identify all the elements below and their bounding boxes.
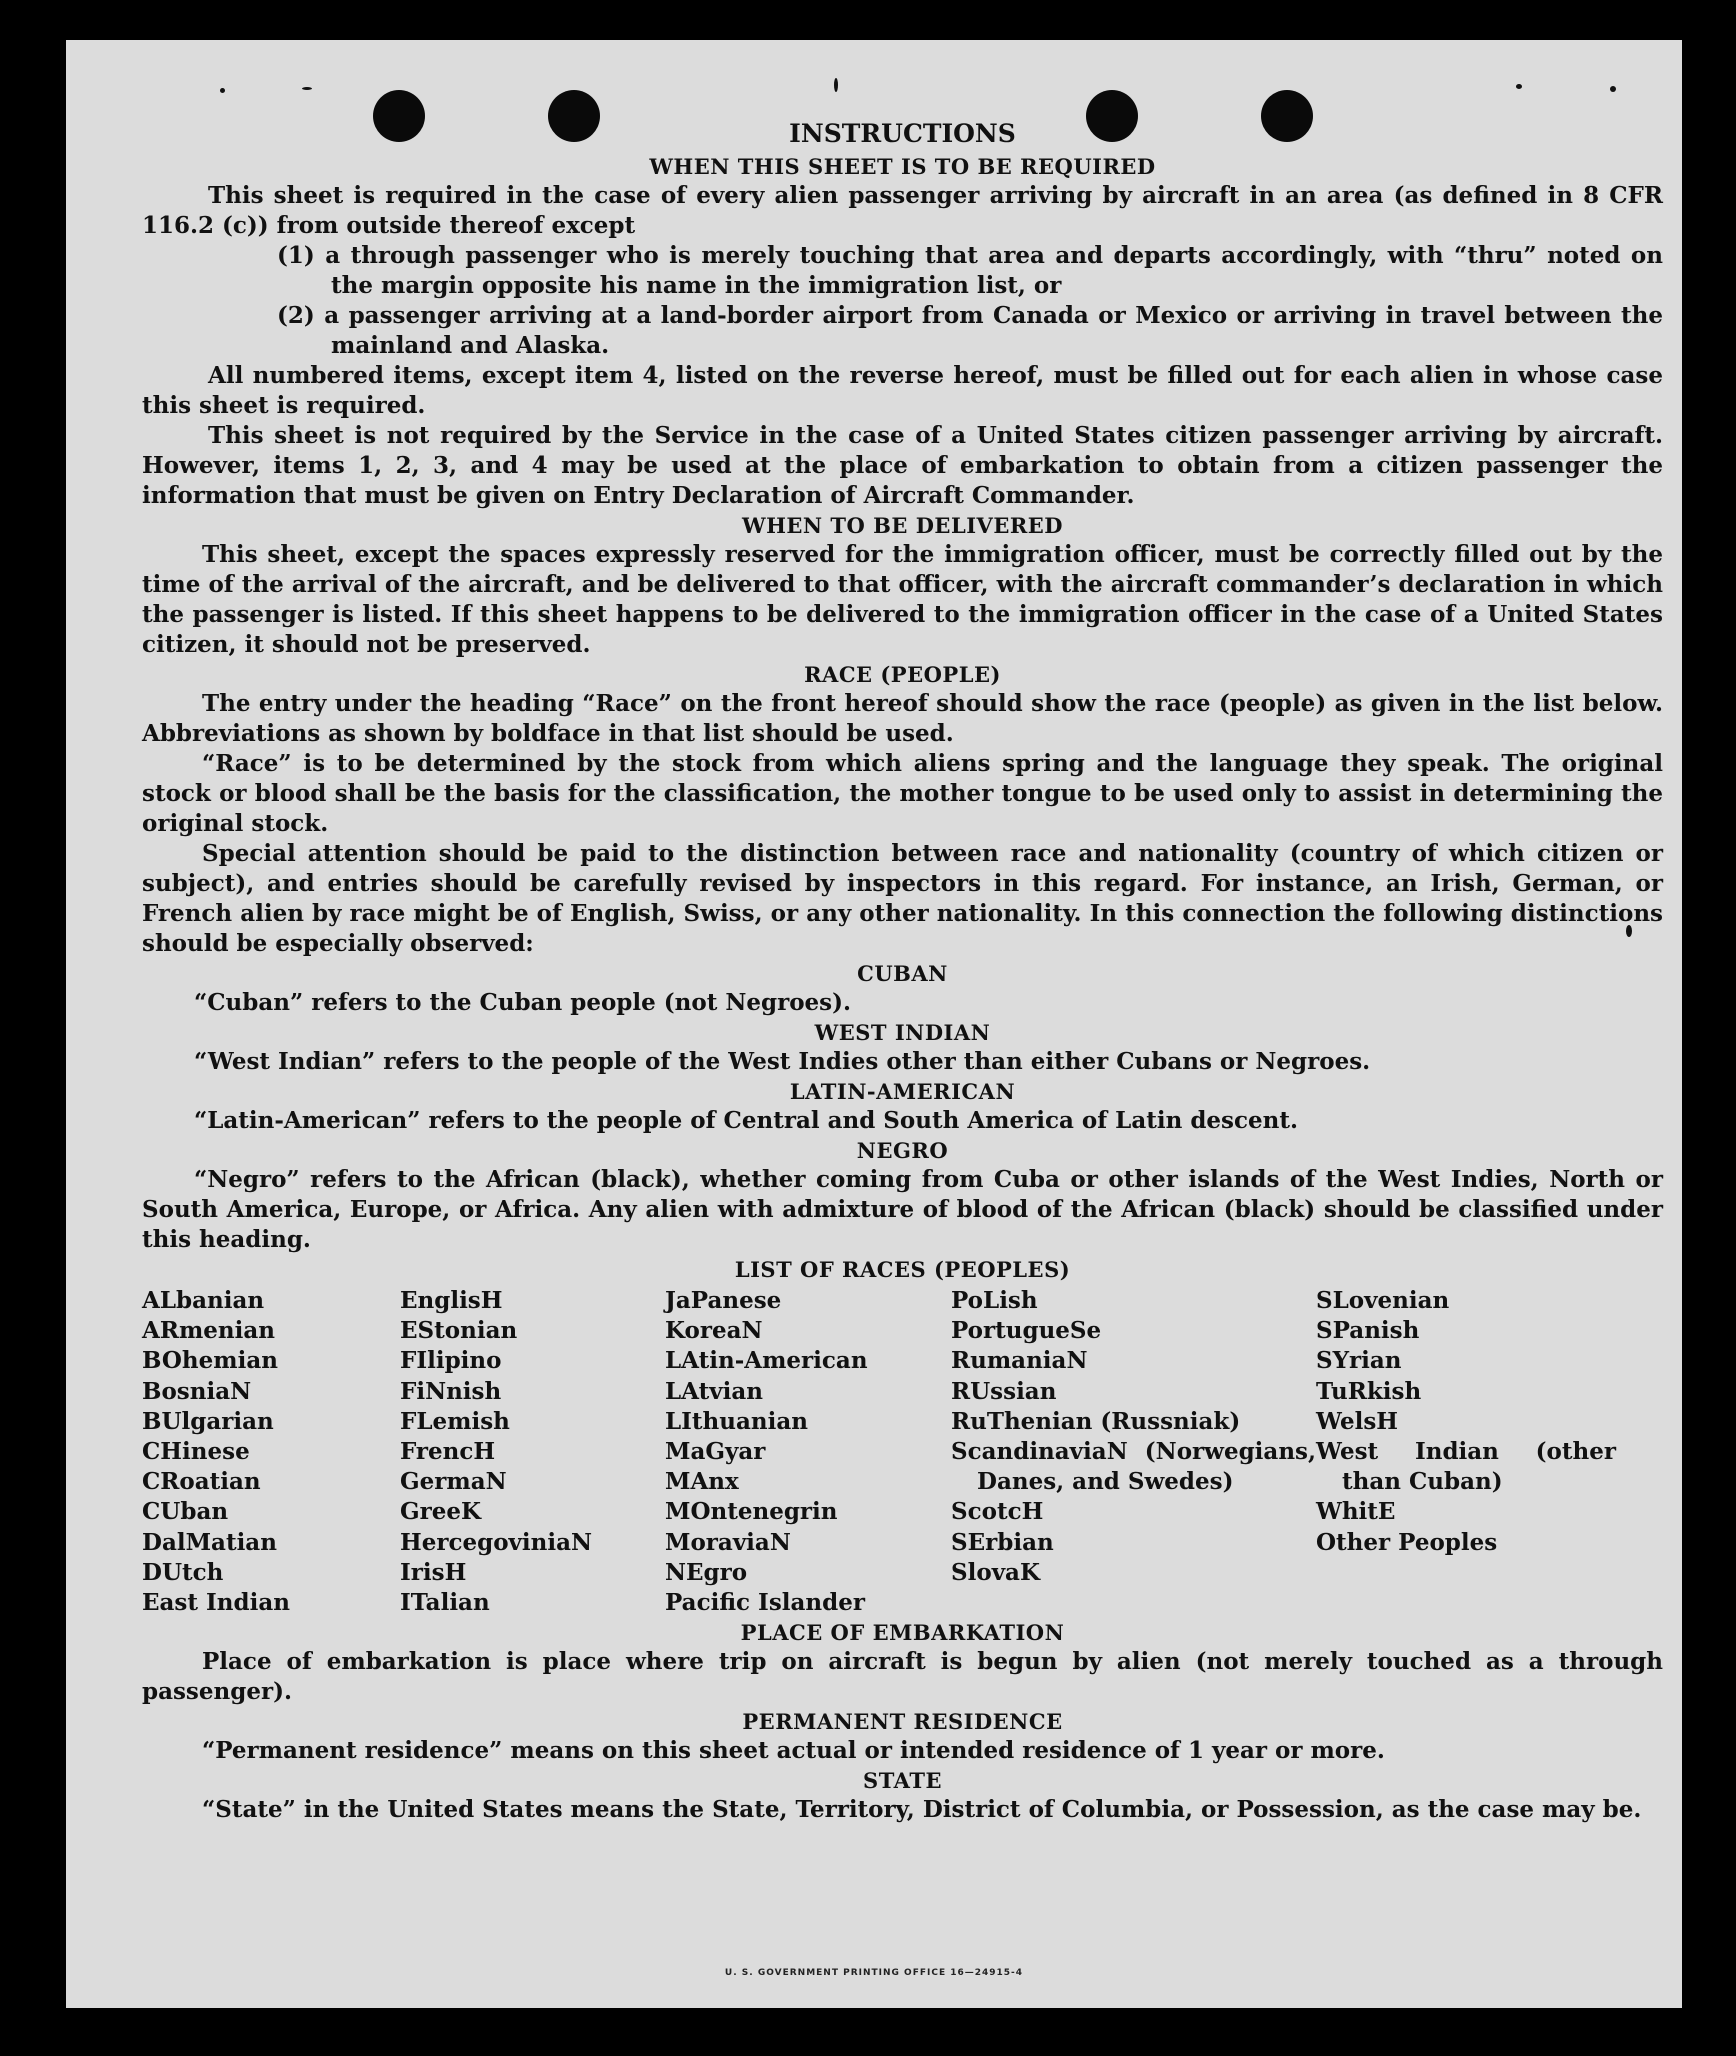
race-item: HercegoviniaN <box>400 1528 593 1556</box>
race-item: FrencH <box>400 1438 496 1466</box>
paragraph: “Permanent residence” means on this sheet actual or intended residence of 1 year or more. <box>202 1737 1385 1765</box>
section-heading: NEGRO <box>856 1138 949 1163</box>
section-heading: WHEN TO BE DELIVERED <box>741 513 1063 538</box>
race-item: DUtch <box>142 1558 224 1586</box>
paragraph: This sheet is required in the case of every alien passenger arriving by aircraft in an area (as defined in 8 CFR 116.2 (c)) from outside thereof except <box>142 182 1663 239</box>
race-column <box>142 1286 400 1618</box>
race-item: SPanish <box>1316 1317 1420 1345</box>
race-column <box>400 1286 665 1618</box>
speck <box>220 88 225 93</box>
race-item: LAtvian <box>665 1377 763 1405</box>
paragraph: The entry under the heading “Race” on the front hereof should show the race (people) as given in the list below. Abbreviations as shown by boldface in that list should be used. <box>142 690 1663 747</box>
race-item: MAnx <box>665 1468 739 1496</box>
race-item: BOhemian <box>142 1347 278 1375</box>
race-item: CUban <box>142 1498 229 1526</box>
paragraph: “Negro” refers to the African (black), whether coming from Cuba or other islands of the West Indies, North or South America, Europe, or Africa. Any alien with admixture of blood of the African (black) should be classified under this heading. <box>142 1166 1663 1253</box>
race-item: IrisH <box>400 1558 467 1586</box>
race-item: LIthuanian <box>665 1407 808 1435</box>
race-item: ScotcH <box>951 1498 1044 1526</box>
paragraph: “Race” is to be determined by the stock from which aliens spring and the language they speak. The original stock or blood shall be the basis for the classification, the mother tongue to be used only to assist in determining the original stock. <box>142 750 1663 837</box>
speck <box>1610 86 1616 92</box>
speck <box>1516 84 1522 89</box>
race-item: FLemish <box>400 1407 510 1435</box>
page-title: INSTRUCTIONS <box>789 119 1016 148</box>
race-item: RUssian <box>951 1377 1057 1405</box>
section-heading: PLACE OF EMBARKATION <box>740 1620 1065 1646</box>
race-item: EStonian <box>400 1317 518 1345</box>
list-item: (1) a through passenger who is merely touching that area and departs accordingly, with “thru” noted on the margin opposite his name in the immigration list, or <box>277 242 1663 299</box>
paragraph: Place of embarkation is place where trip on aircraft is begun by alien (not merely touched as a through passenger). <box>142 1648 1663 1706</box>
race-item: ARmenian <box>142 1317 276 1345</box>
race-item: Other Peoples <box>1316 1528 1498 1556</box>
race-item: KoreaN <box>665 1317 763 1345</box>
race-item: JaPanese <box>665 1287 782 1314</box>
race-item: BUlgarian <box>142 1407 274 1435</box>
race-item: SlovaK <box>951 1558 1040 1586</box>
race-item: EnglisH <box>400 1287 503 1314</box>
race-item: RuThenian (Russniak) <box>951 1407 1241 1435</box>
document-page <box>66 40 1682 2008</box>
section-heading: PERMANENT RESIDENCE <box>742 1709 1063 1735</box>
paragraph: Special attention should be paid to the distinction between race and nationality (country of which citizen or subject), and entries should be carefully revised by inspectors in this regard. For instance, an Irish, German, or French alien by race might be of English, Swiss, or any other nationality. In this connection the following distinctions should be especially observed: <box>142 840 1663 957</box>
speck <box>302 87 312 90</box>
section-heading: LATIN-AMERICAN <box>789 1079 1016 1104</box>
race-item: SErbian <box>951 1528 1054 1556</box>
section-heading: WHEN THIS SHEET IS TO BE REQUIRED <box>649 154 1156 179</box>
race-item: PoLish <box>951 1287 1038 1314</box>
printer-imprint: U. S. GOVERNMENT PRINTING OFFICE 16—24915-4 <box>724 1968 1024 1978</box>
race-item: TuRkish <box>1316 1377 1422 1405</box>
section-heading: LIST OF RACES (PEOPLES) <box>734 1257 1071 1282</box>
race-item: WhitE <box>1316 1498 1396 1526</box>
race-item: CHinese <box>142 1438 250 1466</box>
race-item: RumaniaN <box>951 1347 1088 1375</box>
race-item: NEgro <box>665 1558 748 1586</box>
paragraph: “Latin-American” refers to the people of Central and South America of Latin descent. <box>194 1107 1298 1134</box>
race-column <box>1316 1286 1616 1618</box>
instructions-body <box>142 118 1663 1825</box>
race-item: ScandinaviaN (Norwegians, Danes, and Swedes) <box>951 1438 1316 1496</box>
list-item: (2) a passenger arriving at a land-border airport from Canada or Mexico or arriving in travel between the mainland and Alaska. <box>277 302 1663 359</box>
race-item: West Indian (other than Cuban) <box>1316 1438 1616 1496</box>
race-item: LAtin-American <box>665 1347 868 1375</box>
race-item: Pacific Islander <box>665 1589 865 1617</box>
race-item: East Indian <box>142 1589 290 1617</box>
section-heading: CUBAN <box>857 961 948 986</box>
section-heading: STATE <box>863 1768 942 1794</box>
section-heading: RACE (PEOPLE) <box>804 662 1001 687</box>
speck <box>834 78 838 92</box>
race-item: GermaN <box>400 1468 507 1496</box>
paragraph: This sheet, except the spaces expressly reserved for the immigration officer, must be correctly filled out by the time of the arrival of the aircraft, and be delivered to that officer, with the aircraft commander’s declaration in which the passenger is listed. If this sheet happens to be delivered to the immigration officer in the case of a United States citizen, it should not be preserved. <box>142 541 1663 658</box>
paragraph: “Cuban” refers to the Cuban people (not Negroes). <box>194 989 852 1016</box>
race-column <box>951 1286 1316 1618</box>
race-item: MoraviaN <box>665 1528 791 1556</box>
paragraph: “State” in the United States means the State, Territory, District of Columbia, or Possession, as the case may be. <box>202 1796 1642 1824</box>
race-item: FiNnish <box>400 1377 502 1405</box>
race-item: FIlipino <box>400 1347 502 1375</box>
race-item: MOntenegrin <box>665 1498 838 1526</box>
race-item: WelsH <box>1316 1407 1399 1435</box>
paragraph: This sheet is not required by the Service in the case of a United States citizen passenger arriving by aircraft. However, items 1, 2, 3, and 4 may be used at the place of embarkation to obtain from a citizen passenger the information that must be given on Entry Declaration of Aircraft Commander. <box>142 422 1663 509</box>
race-item: SYrian <box>1316 1347 1402 1375</box>
race-item: ITalian <box>400 1589 490 1617</box>
race-list <box>142 1286 1663 1618</box>
race-item: ALbanian <box>142 1287 265 1314</box>
race-item: BosniaN <box>142 1377 252 1405</box>
race-item: GreeK <box>400 1498 482 1526</box>
race-item: MaGyar <box>665 1438 766 1466</box>
race-item: PortugueSe <box>951 1317 1102 1345</box>
paragraph: All numbered items, except item 4, listed on the reverse hereof, must be filled out for each alien in whose case this sheet is required. <box>142 362 1663 419</box>
race-item: CRoatian <box>142 1468 261 1496</box>
race-column <box>665 1286 951 1618</box>
section-heading: WEST INDIAN <box>814 1020 991 1045</box>
race-item: DalMatian <box>142 1528 277 1556</box>
race-item: SLovenian <box>1316 1287 1450 1314</box>
paragraph: “West Indian” refers to the people of the West Indies other than either Cubans or Negroes. <box>194 1048 1371 1075</box>
